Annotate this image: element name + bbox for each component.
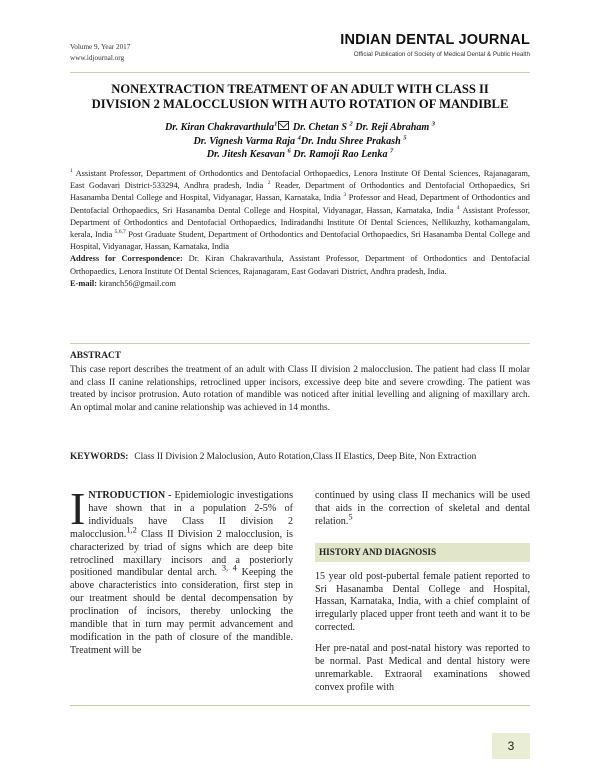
- correspondence-text: Dr. Kiran Chakravarthula, Assistant Professor, Department of Orthodontics and Dentofacial Orthopaedics, Lenora Institute Of Dental Sciences, Rajanagaram, East Godavari District, Andhra pradesh, India.: [70, 254, 531, 276]
- author-5: Dr. Indu Shree Prakash: [300, 135, 401, 147]
- history-paragraph-2: Her pre-natal and post-natal history was reported to be normal. Past Medical and dental history were unremarkable. Extraoral examinations showed convex profile with: [315, 643, 530, 693]
- affil-sup-5: 5,6,7: [114, 229, 126, 236]
- author-7-sup: 7: [390, 147, 394, 155]
- intro-text-2: Class II Division 2 malocclusion, is characterized by triad of signs which are deep bite retroclined maxillary incisors and a posteriorly positioned mandibular dental arch.: [70, 528, 293, 579]
- affil-sup-2: 2: [267, 180, 271, 187]
- envelope-icon: [278, 121, 289, 130]
- affiliation-block: [70, 168, 530, 253]
- affil-sup-3: 3: [343, 192, 347, 199]
- author-1-sup: 1: [274, 120, 278, 128]
- title-line-2: DIVISION 2 MALOCCLUSION WITH AUTO ROTATION OF MANDIBLE: [91, 97, 509, 111]
- page-header: [70, 32, 530, 72]
- title-line-1: NONEXTRACTION TREATMENT OF AN ADULT WITH CLASS II: [111, 82, 489, 96]
- intro-heading: NTRODUCTION -: [88, 490, 172, 501]
- abstract-divider: [70, 343, 530, 344]
- abstract-heading: ABSTRACT: [70, 351, 122, 361]
- email-line: [70, 278, 530, 290]
- affil-text-4: Assistant Professor, Department of Orthodontics and Dentofacial Orthopaedics, Indiradandhi Institute Of Dental Sciences, Nellikuzhy, kothamangalam, kerala, India: [70, 205, 530, 240]
- authors-line-3: [70, 148, 530, 162]
- header-divider: [70, 72, 530, 73]
- affil-sup-4: 4: [456, 204, 460, 211]
- website-text: www.idjournal.org: [70, 54, 125, 62]
- history-paragraph-1: 15 year old post-pubertal female patient reported to Sri Hasanamba Dental College and Hospital, Hassan, Karnataka, India, with a chief complaint of irregularly placed upper front teeth and want it to be corrected.: [315, 570, 530, 634]
- history-heading: HISTORY AND DIAGNOSIS: [315, 543, 530, 562]
- author-5-sup: 5: [403, 134, 407, 142]
- author-3-sup: 3: [431, 120, 436, 128]
- email-address[interactable]: kiranch56@gmail.com: [96, 278, 176, 288]
- author-list: [70, 121, 530, 162]
- author-2-sup: 2: [349, 120, 353, 128]
- affil-text-5: Post Graduate Student, Department of Orthodontics and Dentofacial Orthopaedics, Sri Hasanamba Dental College and Hospital, Vidyanagar, Hassan, Karnataka, India: [70, 230, 530, 252]
- left-column: [70, 483, 293, 658]
- abstract-text: This case report describes the treatment of an adult with Class II division 2 malocclusion. The patient had class II molar and class II canine relationships, retroclined upper incisors, excessive deep bite and severe crowding. The patient was treated by incisor protrusion. Auto rotation of mandible was noticed after initial levelling and aligning of maxillary arch. An optimal molar and canine relationship was achieved in 14 months.: [70, 365, 530, 413]
- keywords-label: KEYWORDS:: [70, 452, 129, 462]
- article-title: [70, 82, 530, 112]
- affil-text-2: Reader, Department of Orthodontics and Dentofacial Orthopaedics, Sri Hasanamba Dental College and Hospital, Vidyanagar, Hassan, Karnataka, India: [70, 181, 530, 203]
- author-6-sup: 6: [287, 147, 291, 155]
- correspondence-label: Address for Correspondence:: [70, 254, 183, 264]
- affil-sup-1: 1: [70, 168, 73, 175]
- intro-text-3: Keeping the above characteristics into consideration, first step in our treatment should be dental decompensation by proclination of incisors, thereby unlocking the mandible that in turn may permit advancement and modification in the path of closure of the mandible. Treatment will be: [70, 567, 293, 656]
- correspondence: [70, 253, 530, 277]
- author-1: Dr. Kiran Chakravarthula: [164, 122, 275, 133]
- author-4-sup: 4: [297, 134, 301, 142]
- intro-text-1: Epidemiologic investigations have shown that in a population 2-5% of individuals have Class II division 2 malocclusion.: [70, 490, 293, 540]
- journal-subtitle: Official Publication of Society of Medical Dental & Public Health: [353, 51, 530, 58]
- keywords-text: Class II Division 2 Maloclusion, Auto Rotation,Class II Elastics, Deep Bite, Non Extraction: [134, 452, 477, 462]
- author-4: Dr. Vignesh Varma Raja: [193, 135, 296, 147]
- right-column: [315, 490, 530, 703]
- header-left: [70, 42, 130, 64]
- email-label: E-mail:: [70, 278, 97, 288]
- journal-name: INDIAN DENTAL JOURNAL: [340, 32, 530, 48]
- affiliations: [70, 168, 530, 290]
- footer-divider: [70, 705, 530, 706]
- intro-continued: [315, 490, 530, 529]
- intro-dropcap: I: [70, 483, 86, 534]
- authors-line-2: [70, 135, 530, 149]
- author-6: Dr. Jitesh Kesavan: [206, 149, 285, 160]
- page-number: 3: [492, 733, 530, 759]
- keywords: [70, 451, 530, 464]
- intro-sup-1: 1,2: [126, 525, 137, 535]
- affil-text-3: Professor and Head, Department of Orthodontics and Dentofacial Orthopaedics, Sri Hasanamba Dental College and Hospital, Vidyanagar, Hassan, Karnataka, India: [70, 193, 530, 215]
- author-2: Dr. Chetan S: [290, 122, 347, 133]
- authors-line-1: [70, 121, 530, 135]
- volume-text: Volume 9, Year 2017: [70, 43, 131, 51]
- author-3: Dr. Reji Abraham: [352, 122, 430, 133]
- intro-sup-3: 5: [348, 512, 353, 522]
- header-right: [340, 32, 530, 58]
- author-7: Dr. Ramoji Rao Lenka: [290, 149, 388, 160]
- affil-text-1: Assistant Professor, Department of Orthodontics and Dentofacial Orthopaedics, Lenora Institute Of Dental Sciences, Rajanagaram, East Godavari District-533294, Andhra pradesh, India: [70, 169, 530, 191]
- intro-sup-2: 3, 4: [221, 564, 237, 574]
- intro-continued-text: continued by using class II mechanics will be used that aids in the correction of skeletal and dental relation.: [315, 490, 530, 527]
